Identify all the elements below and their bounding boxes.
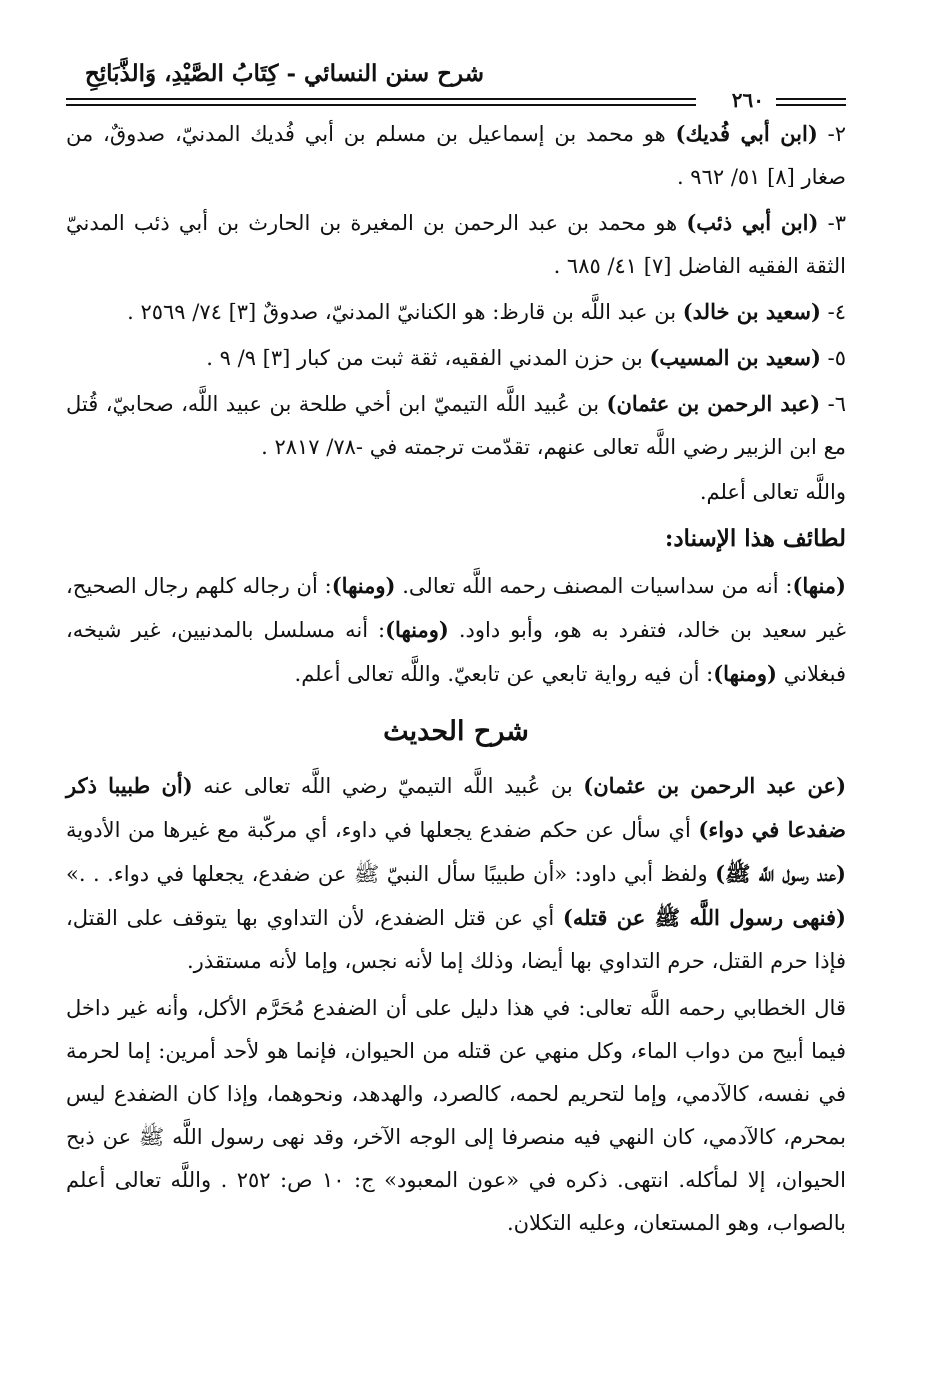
hadith-quote: (فنهى رسول اللَّه ﷺ عن قتله) xyxy=(562,905,846,930)
point-marker: (ومنها) xyxy=(713,661,777,686)
note-text: بن حزن المدني الفقيه، ثقة ثبت من كبار [٣] ٩/ ٩ . xyxy=(206,346,650,370)
narrator-name: (ابن أبي فُديك) xyxy=(675,121,818,146)
point-text: : أنه مسلسل بالمدنيين، غير شيخه، فبغلاني xyxy=(66,618,846,686)
header-rule xyxy=(66,98,696,100)
point-marker: (ومنها) xyxy=(331,573,396,598)
note-number: ٤- xyxy=(820,300,846,324)
commentary-text: أي سأل عن حكم ضفدع يجعلها في داوء، أي مركّبة مع غيرها من الأدوية xyxy=(66,818,699,842)
note-number: ٣- xyxy=(818,211,846,235)
narrator-name: (عبد الرحمن بن عثمان) xyxy=(606,391,821,416)
note-text: بن عُبيد اللَّه التيميّ ابن أخي طلحة بن عبيد اللَّه، صحابيّ، قُتل مع ابن الزبير رضي اللَّه تعالى عنهم، تقدّمت ترجمته في -٧٨/ ٢٨١٧ . xyxy=(66,392,846,459)
note-text: بن عبد اللَّه بن قارظ: هو الكنانيّ المدنيّ، صدوقٌ [٣] ٧٤/ ٢٥٦٩ . xyxy=(127,300,683,324)
running-title: شرح سنن النسائي - كِتَابُ الصَّيْدِ، وَالذَّبَائِحِ xyxy=(84,60,484,87)
commentary-text: بن عُبيد اللَّه التيميّ رضي اللَّه تعالى عنه xyxy=(192,774,584,798)
note-number: ٥- xyxy=(820,346,846,370)
header-rule xyxy=(776,98,846,100)
narrator-note xyxy=(66,112,846,199)
point-text: : أن فيه رواية تابعي عن تابعيّ. واللَّه تعالى أعلم. xyxy=(294,662,714,686)
sharh-paragraph xyxy=(66,764,846,983)
narrator-notes xyxy=(66,112,846,514)
page-number: ٢٦٠ xyxy=(731,88,764,112)
point-marker: (منها) xyxy=(792,573,846,598)
book-page xyxy=(66,40,846,1340)
header-rule xyxy=(776,104,846,106)
note-number: ٦- xyxy=(820,392,846,416)
note-text: هو محمد بن عبد الرحمن بن المغيرة بن الحارث بن أبي ذئب المدنيّ الثقة الفقيه الفاضل [٧] ٤١/ ٦٨٥ . xyxy=(66,211,846,278)
narrator-name: (ابن أبي ذئب) xyxy=(686,210,819,235)
narrator-note xyxy=(66,290,846,334)
closing-line: واللَّه تعالى أعلم. xyxy=(699,480,846,504)
narrator-note xyxy=(66,201,846,288)
commentary-text: ولفظ أبي داود: «أن طبيبًا سأل النبيّ ﷺ عن ضفدع، يجعلها في دواء. . .» xyxy=(66,862,716,886)
section-title-lataif: لطائف هذا الإسناد: xyxy=(664,525,846,552)
header-rule xyxy=(66,104,696,106)
point-text: : أن رجاله كلهم رجال الصحيح، غير سعيد بن خالد، فتفرد به هو، وأبو داود. xyxy=(66,574,846,642)
point-marker: (ومنها) xyxy=(385,617,449,642)
hadith-quote: (عند رسول اللَّه ﷺ) xyxy=(715,861,846,886)
narrator-note xyxy=(66,336,846,380)
sharh-section xyxy=(66,764,846,1245)
narrator-note xyxy=(66,382,846,469)
note-text: هو محمد بن إسماعيل بن مسلم بن أبي فُديك المدنيّ، صدوقٌ، من صغار [٨] ٥١/ ٩٦٢ . xyxy=(66,122,846,189)
point-text: : أنه من سداسيات المصنف رحمه اللَّه تعالى. xyxy=(395,574,793,598)
commentary-text: أي عن قتل الضفدع، لأن التداوي بها يتوقف على القتل، فإذا حرم القتل، حرم التداوي بها أيضا، وذلك إما لأنه نجس، وإما لأنه مستقذر. xyxy=(66,906,846,973)
page-header xyxy=(66,40,846,112)
narrator-name: (سعيد بن المسيب) xyxy=(649,345,821,370)
sharh-paragraph: قال الخطابي رحمه اللَّه تعالى: في هذا دليل على أن الضفدع مُحَرَّم الأكل، وأنه غير داخل فيما أبيح من دواب الماء، وكل منهي عن قتله من الحيوان، فإنما هو لأحد أمرين: إما لحرمة في نفسه، كالآدمي، وإما لتحريم لحمه، كالصرد، والهدهد، ونحوهما، وإذا كان الضفدع ليس بمحرم، كالآدمي، كان النهي فيه منصرفا إلى الوجه الآخر، وقد نهى رسول اللَّه ﷺ عن ذبح الحيوان، إلا لمأكله. انتهى. ذكره في «عون المعبود» ج: ١٠ ص: ٢٥٢ . واللَّه تعالى أعلم بالصواب، وهو المستعان، وعليه التكلان. xyxy=(66,996,846,1235)
note-number: ٢- xyxy=(817,122,846,146)
hadith-quote: (أن طبيبا ذكر ضفدعا في دواء) xyxy=(66,773,846,842)
section-title-sharh: شرح الحديث xyxy=(383,716,529,747)
lataif-paragraph xyxy=(66,564,846,696)
narrator-name: (سعيد بن خالد) xyxy=(682,299,821,324)
lataif-section xyxy=(66,564,846,696)
hadith-quote: (عن عبد الرحمن بن عثمان) xyxy=(583,773,847,798)
